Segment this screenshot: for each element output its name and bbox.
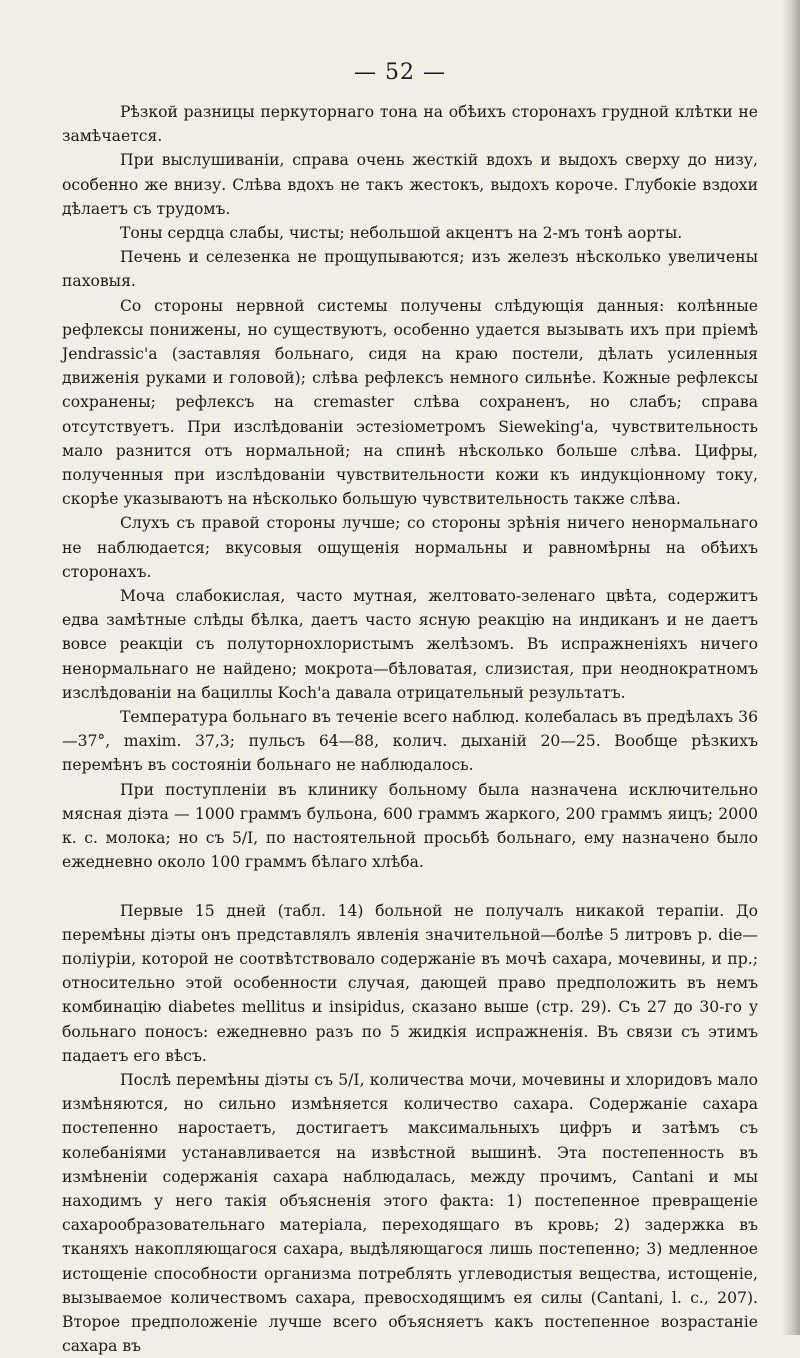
paragraph-heart-tones: Тоны сердца слабы, чисты; небольшой акцентъ на 2-мъ тонѣ аорты.	[120, 224, 683, 243]
paragraph-auscultation: При выслушиваніи, справа очень жесткій вдохъ и выдохъ сверху до низу, особенно же внизу. Слѣва вдохъ не такъ жестокъ, выдохъ короче. Глубокіе вздохи дѣлаетъ съ трудомъ.	[62, 151, 758, 218]
paragraph-first-days: Первые 15 дней (табл. 14) больной не получалъ никакой терапіи. До перемѣны діэты онъ представлялъ явленія значительной—болѣе 5 литровъ p. die—поліуріи, которой не соотвѣтствовало содержаніе въ мочѣ сахара, мочевины, и пр.; относительно этой особенности случая, дающей право предположить въ немъ комбинацію diabetes mellitus и insipidus, сказано выше (стр. 29). Съ 27 до 30-го у больнаго поносъ: ежедневно разъ по 5 жидкія испражненія. Въ связи съ этимъ падаетъ его вѣсъ.	[62, 901, 758, 1065]
paragraph-nervous-system: Со стороны нервной системы получены слѣдующія данныя: колѣнные рефлексы понижены, но существуютъ, особенно удается вызывать ихъ при пріемѣ Jendrassic'а (заставляя больнаго, сидя на краю постели, дѣлать усиленныя движенія руками и головой); слѣва рефлексъ немного сильнѣе. Кожные рефлексы сохранены; рефлексъ на cremaster слѣва сохраненъ, но слабъ; справа отсутствуетъ. При изслѣдованіи эстезіометромъ Sieweking'а, чувствительность мало разнится отъ нормальной; на спинѣ нѣсколько больше слѣва. Цифры, полученныя при изслѣдованіи чувствительности кожи къ индукціонному току, скорѣе указываютъ на нѣсколько большую чувствительность также слѣва.	[62, 296, 758, 509]
paragraph-urine: Моча слабокислая, часто мутная, желтовато-зеленаго цвѣта, содержитъ едва замѣтные слѣды бѣлка, даетъ часто ясную реакцію на индиканъ и не даетъ вовсе реакціи съ полуторнохлористымъ желѣзомъ. Въ испражненіяхъ ничего ненормальнаго не найдено; мокрота—бѣловатая, слизистая, при неоднократномъ изслѣдованіи на бациллы Koch'а давала отрицательный результатъ.	[62, 587, 758, 702]
page-edge-shadow	[782, 0, 800, 1335]
paragraph-hearing-vision: Слухъ съ правой стороны лучше; со стороны зрѣнія ничего ненормальнаго не наблюдается; вкусовыя ощущенія нормальны и равномѣрны на обѣихъ сторонахъ.	[62, 514, 758, 581]
page-number: — 52 —	[354, 60, 446, 85]
paragraph-percussion: Рѣзкой разницы перкуторнаго тона на обѣихъ сторонахъ грудной клѣтки не замѣчается.	[62, 103, 758, 146]
paragraph-temperature: Температура больнаго въ теченіе всего наблюд. колебалась въ предѣлахъ 36—37°, maxim. 37,3; пульсъ 64—88, колич. дыханій 20—25. Вообще рѣзкихъ перемѣнъ въ состояніи больнаго не наблюдалось.	[62, 708, 758, 775]
paragraph-liver-spleen: Печень и селезенка не прощупываются; изъ железъ нѣсколько увеличены паховыя.	[62, 248, 758, 291]
paragraph-diet: При поступленіи въ клинику больному была назначена исключительно мясная діэта — 1000 граммъ бульона, 600 граммъ жаркого, 200 граммъ яицъ; 2000 к. с. молока; но съ 5/I, по настоятельной просьбѣ больнаго, ему назначено было ежедневно около 100 граммъ бѣлаго хлѣба.	[62, 780, 758, 872]
page-body	[62, 100, 758, 1358]
paragraph-after-diet-change: Послѣ перемѣны діэты съ 5/I, количества мочи, мочевины и хлоридовъ мало измѣняются, но сильно измѣняется количество сахара. Содержаніе сахара постепенно наростаетъ, достигаетъ максимальныхъ цифръ и затѣмъ съ колебаніями устанавливается на извѣстной вышинѣ. Эта постепенность въ измѣненіи содержанія сахара наблюдалась, между прочимъ, Cantani и мы находимъ у него такія объясненія этого факта: 1) постепенное превращеніе сахарообразовательнаго матеріала, переходящаго въ кровь; 2) задержка въ тканяхъ накопляющагося сахара, выдѣляющагося лишь постепенно; 3) медленное истощеніе способности организма потреблять углеводистыя вещества, истощеніе, вызываемое количествомъ сахара, превосходящимъ ея силы (Cantani, l. c., 207). Второе предположеніе лучше всего объясняетъ какъ постепенное возрастаніе сахара въ	[62, 1070, 758, 1356]
